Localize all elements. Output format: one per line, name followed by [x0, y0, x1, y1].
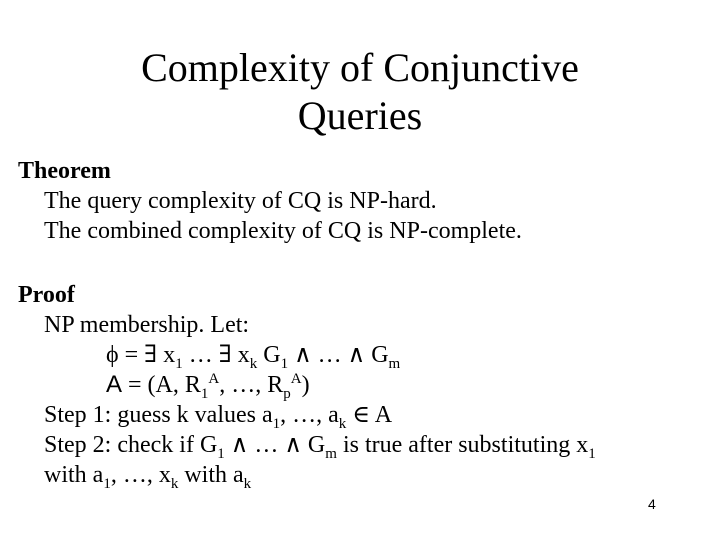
step-text: ∧ … ∧ G	[224, 432, 326, 458]
subscript: 1	[175, 355, 183, 372]
subscript: k	[249, 355, 258, 372]
structure-text: )	[301, 372, 310, 398]
subscript: m	[325, 445, 337, 462]
subscript: k	[170, 475, 179, 492]
subscript: 1	[588, 445, 596, 462]
subscript: 1	[200, 385, 209, 402]
formula-text: … ∃ x	[182, 342, 250, 368]
slide-body	[18, 156, 710, 490]
subscript: 1	[272, 415, 281, 432]
step-2	[18, 430, 710, 460]
theorem-heading: Theorem	[18, 158, 111, 184]
subscript: k	[338, 415, 347, 432]
step-text: , …, a	[280, 402, 339, 428]
proof-heading: Proof	[18, 282, 75, 308]
slide-title	[0, 44, 720, 140]
title-line-1: Complexity of Conjunctive	[141, 45, 579, 90]
page-number: 4	[648, 496, 656, 512]
step-2-continued	[18, 460, 710, 490]
step-text: , …, x	[110, 462, 171, 488]
structure-text: , …, R	[219, 372, 284, 398]
step-1	[18, 400, 710, 430]
proof-intro: NP membership. Let:	[44, 312, 250, 338]
step-text: with a	[44, 462, 104, 488]
structure-symbol: A	[106, 371, 123, 398]
subscript: k	[243, 475, 252, 492]
step-text: Step 2: check if G	[44, 432, 218, 458]
formula-text: G	[257, 342, 281, 368]
phi-symbol: ϕ	[106, 342, 119, 368]
formula-text: = ∃ x	[118, 342, 176, 368]
step-text: Step 1: guess k values a	[44, 402, 273, 428]
step-text: with a	[178, 462, 244, 488]
subscript: m	[388, 355, 401, 372]
subscript: 1	[280, 355, 289, 372]
structure-text: = (A, R	[122, 372, 201, 398]
subscript: 1	[103, 475, 111, 492]
title-line-2: Queries	[297, 93, 423, 138]
query-formula	[18, 340, 710, 370]
theorem-line-2: The combined complexity of CQ is NP-complete.	[44, 218, 522, 244]
formula-text: ∧ … ∧ G	[288, 342, 389, 368]
superscript: A	[208, 371, 220, 387]
step-text: is true after substituting x	[336, 432, 589, 458]
subscript: 1	[217, 445, 225, 462]
subscript: p	[283, 385, 291, 402]
structure-definition	[18, 370, 710, 400]
step-text: ∈ A	[346, 402, 393, 428]
spacer	[18, 246, 710, 280]
superscript: A	[290, 371, 302, 387]
theorem-line-1: The query complexity of CQ is NP-hard.	[44, 188, 437, 214]
